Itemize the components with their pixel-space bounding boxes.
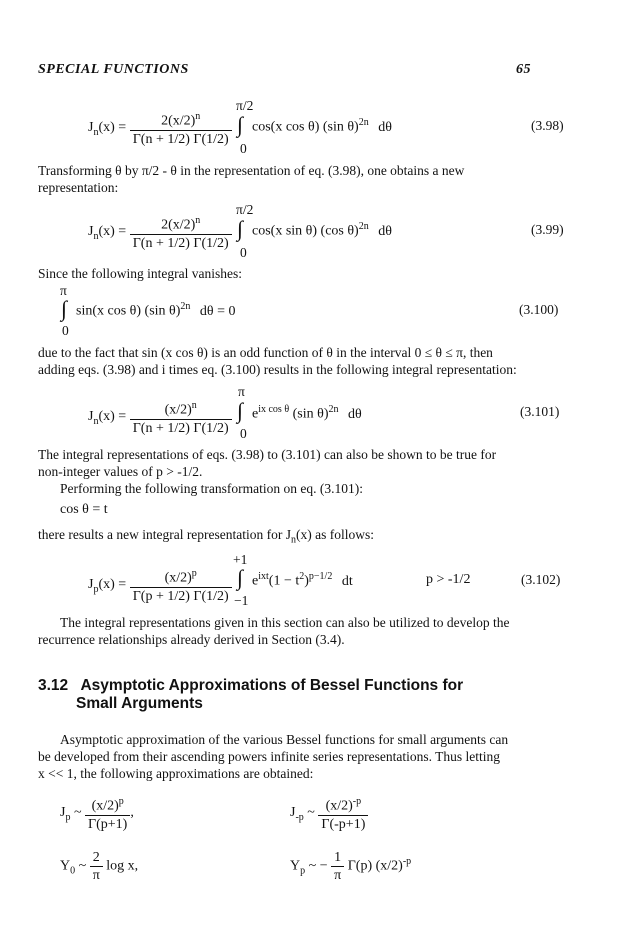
section-number: 3.12 (38, 677, 69, 694)
paragraph-1-line-2: representation: (38, 180, 119, 195)
eq-3-100-number: (3.100) (519, 302, 559, 317)
paragraph-6: there results a new integral representation for $J_n(x)$ as follows: (38, 527, 375, 546)
section-paragraph-line-2: be developed from their ascending powers infinite series representations. Thus letting (38, 749, 500, 764)
equation-3-101: $J_n(x)$ = $\frac{(x/2)^n}{\Gamma(n + 1/2) \Gamma(1/2)}$ (88, 397, 232, 437)
eq-3-102-number: (3.102) (521, 572, 561, 587)
eq-3-98-number: (3.98) (531, 118, 564, 133)
paragraph-7-line-1: The integral representations given in this section can also be utilized to develop the (60, 615, 510, 630)
paragraph-3-line-2: adding eqs. (3.98) and i times eq. (3.100) results in the following integral representation: (38, 362, 517, 377)
eq-3-102-integrand: $e^{ixt}(1 - t^2)^{p-1/2}$ dt (252, 571, 353, 589)
eq-3-102-condition: p > -1/2 (426, 572, 471, 587)
page-number: 65 (516, 62, 531, 77)
paragraph-3-line-1: due to the fact that sin (x cos θ) is an odd function of θ in the interval 0 ≤ θ ≤ π, then (38, 345, 493, 360)
eq-3-102-integral-sign: ∫ (237, 565, 244, 590)
eq-3-102-lower-limit: −1 (234, 593, 249, 608)
eq-3-101-upper-limit: π (238, 384, 245, 399)
eq-3-101-integral-sign: ∫ (237, 398, 244, 423)
eq-3-100-integral-sign: ∫ (61, 296, 68, 321)
eq-3-100-integrand: sin(x cos θ) (sin θ)$^{2n}$ dθ = 0 (76, 301, 236, 319)
eq-3-98-upper-limit: π/2 (236, 98, 254, 113)
approx-y-0: $Y_0$ ~ $\frac{2}{\pi}$ log x, (60, 850, 139, 883)
eq-3-98-integrand: cos(x cos θ) (sin θ)$^{2n}$ dθ (252, 117, 392, 135)
eq-3-98-lower-limit: 0 (240, 141, 247, 156)
eq-3-99-number: (3.99) (531, 222, 564, 237)
eq-3-99-integrand: cos(x sin θ) (cos θ)$^{2n}$ dθ (252, 221, 392, 239)
approx-y-p: $Y_p$ ~ − $\frac{1}{\pi}$ Γ(p) $(x/2)^{-p}$ (290, 850, 412, 883)
section-title-line-1: Asymptotic Approximations of Bessel Functions for (80, 677, 464, 694)
section-paragraph-line-1: Asymptotic approximation of the various Bessel functions for small arguments can (60, 732, 509, 747)
eq-3-101-integrand: $e^{ix cos \theta}$ (sin θ)$^{2n}$ dθ (252, 404, 362, 422)
section-title-line-2: Small Arguments (76, 695, 203, 712)
paragraph-4-line-1: The integral representations of eqs. (3.98) to (3.101) can also be shown to be true for (38, 447, 497, 462)
equation-3-98: $J_n(x)$ = $\frac{2(x/2)^n}{\Gamma(n + 1/2) \Gamma(1/2)}$ (88, 108, 232, 148)
equation-3-102: $J_p(x)$ = $\frac{(x/2)^p}{\Gamma(p + 1/2) \Gamma(1/2)}$ (88, 565, 232, 605)
eq-3-100-upper-limit: π (60, 283, 67, 298)
section-heading (38, 677, 463, 695)
eq-3-101-number: (3.101) (520, 404, 560, 419)
eq-3-100-lower-limit: 0 (62, 323, 69, 338)
eq-3-98-integral-sign: ∫ (237, 112, 244, 137)
paragraph-2: Since the following integral vanishes: (38, 266, 242, 281)
approx-j-minus-p: $J_{-p}$ ~ $\frac{(x/2)^{-p}}{\Gamma(-p+1)}$ (290, 793, 368, 833)
eq-3-99-upper-limit: π/2 (236, 202, 254, 217)
eq-3-102-upper-limit: +1 (233, 552, 248, 567)
section-paragraph-line-3: x << 1, the following approximations are obtained: (38, 766, 314, 781)
equation-3-99: $J_n(x)$ = $\frac{2(x/2)^n}{\Gamma(n + 1/2) \Gamma(1/2)}$ (88, 212, 232, 252)
eq-3-101-lower-limit: 0 (240, 426, 247, 441)
paragraph-1-line-1: Transforming θ by π/2 - θ in the representation of eq. (3.98), one obtains a new (38, 163, 465, 178)
paragraph-4-line-2: non-integer values of p > -1/2. (38, 464, 203, 479)
running-title: SPECIAL FUNCTIONS (38, 62, 189, 77)
paragraph-5: Performing the following transformation on eq. (3.101): (60, 481, 363, 496)
paragraph-7-line-2: recurrence relationships already derived in Section (3.4). (38, 632, 345, 647)
eq-3-99-lower-limit: 0 (240, 245, 247, 260)
approx-j-p: $J_p$ ~ $\frac{(x/2)^p}{\Gamma(p+1)}$ , (60, 793, 134, 833)
eq-3-99-integral-sign: ∫ (237, 216, 244, 241)
equation-cos-theta: cos θ = t (60, 502, 108, 517)
